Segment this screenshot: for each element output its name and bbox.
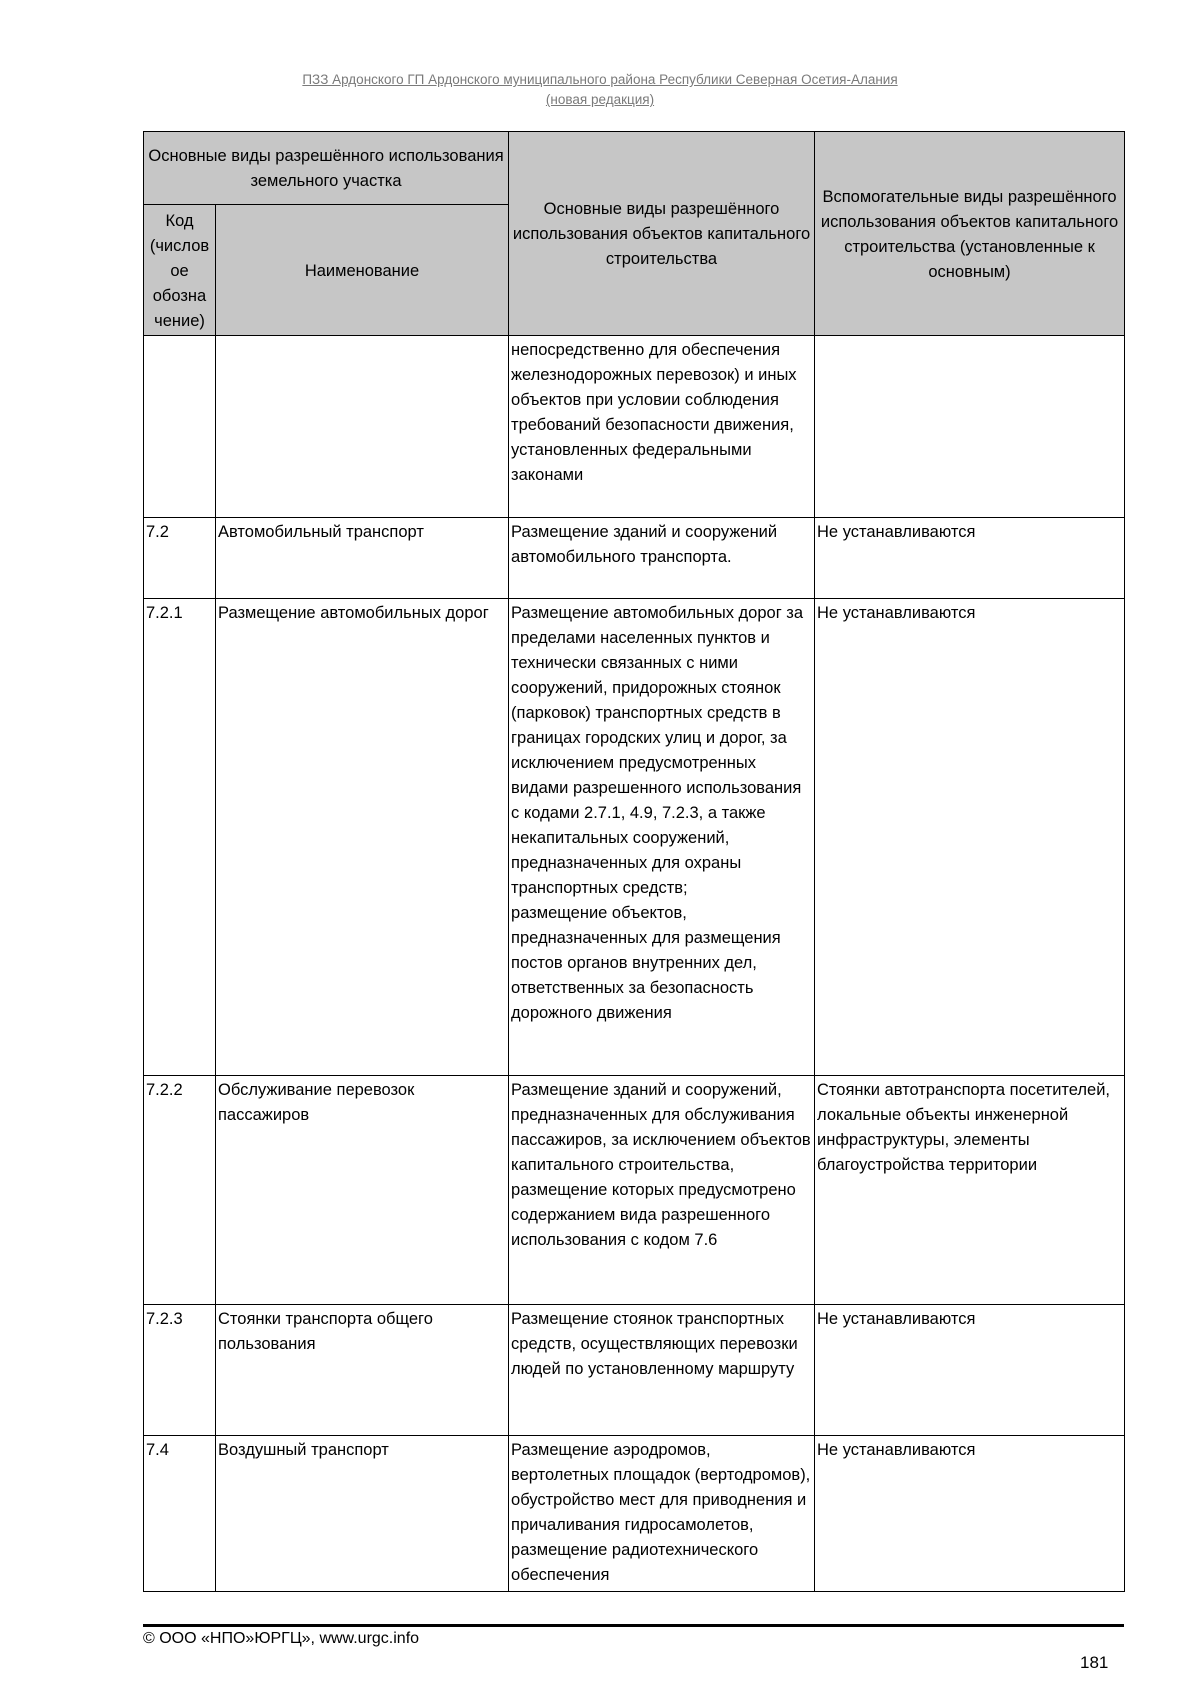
column-header-aux-uses: Вспомогательные виды разрешённого использования объектов капитального строительства (установленные к основным) [815,132,1125,336]
cell-main-use: Размещение зданий и сооружений, предназначенных для обслуживания пассажиров, за исключением объектов капитального строительства, размещение которых предусмотрено содержанием вида разрешенного использования с кодом 7.6 [509,1076,815,1305]
table-row [144,599,1125,1076]
cell-code: 7.2 [144,518,216,599]
cell-main-use: Размещение автомобильных дорог за пределами населенных пунктов и технически связанных с ними сооружений, придорожных стоянок (парковок) транспортных средств в границах городских улиц и дорог, за исключением предусмотренных видами разрешенного использования с кодами 2.7.1, 4.9, 7.2.3, а также некапитальных сооружений, предназначенных для охраны транспортных средств; размещение объектов, предназначенных для размещения постов органов внутренних дел, ответственных за безопасность дорожного движения [509,599,815,1076]
table-row [144,1436,1125,1592]
footer-copyright: © ООО «НПО»ЮРГЦ», www.urgc.info [143,1630,420,1647]
cell-main-use: Размещение стоянок транспортных средств, осуществляющих перевозки людей по установленному маршруту [509,1305,815,1436]
cell-name [216,336,509,518]
page-number: 181 [1080,1653,1109,1672]
column-header-name: Наименование [216,205,509,336]
table-row [144,336,1125,518]
column-header-code: Код (числов ое обозна чение) [144,205,216,336]
cell-code: 7.2.3 [144,1305,216,1436]
group-header-land-use: Основные виды разрешённого использования земельного участка [144,132,509,205]
cell-aux-use [815,336,1125,518]
cell-aux-use: Не устанавливаются [815,599,1125,1076]
cell-main-use: Размещение аэродромов, вертолетных площадок (вертодромов), обустройство мест для приводнения и причаливания гидросамолетов, размещение радиотехнического обеспечения [509,1436,815,1592]
cell-name: Автомобильный транспорт [216,518,509,599]
header-title: ПЗЗ Ардонского ГП Ардонского муниципального района Республики Северная Осетия-Алания [302,72,898,87]
cell-code: 7.2.1 [144,599,216,1076]
cell-aux-use: Стоянки автотранспорта посетителей, локальные объекты инженерной инфраструктуры, элементы благоустройства территории [815,1076,1125,1305]
table-row [144,1305,1125,1436]
footer-divider [143,1624,1124,1627]
cell-code [144,336,216,518]
document-header [0,70,1200,110]
table-row [144,518,1125,599]
cell-name: Обслуживание перевозок пассажиров [216,1076,509,1305]
cell-main-use: Размещение зданий и сооружений автомобильного транспорта. [509,518,815,599]
cell-main-use: непосредственно для обеспечения железнодорожных перевозок) и иных объектов при условии соблюдения требований безопасности движения, установленных федеральными законами [509,336,815,518]
cell-aux-use: Не устанавливаются [815,1436,1125,1592]
land-use-table [143,131,1125,1592]
cell-code: 7.2.2 [144,1076,216,1305]
cell-name: Стоянки транспорта общего пользования [216,1305,509,1436]
table-row [144,1076,1125,1305]
cell-code: 7.4 [144,1436,216,1592]
cell-aux-use: Не устанавливаются [815,1305,1125,1436]
column-header-main-uses: Основные виды разрешённого использования объектов капитального строительства [509,132,815,336]
cell-aux-use: Не устанавливаются [815,518,1125,599]
cell-name: Размещение автомобильных дорог [216,599,509,1076]
header-subtitle: (новая редакция) [545,92,655,107]
cell-name: Воздушный транспорт [216,1436,509,1592]
